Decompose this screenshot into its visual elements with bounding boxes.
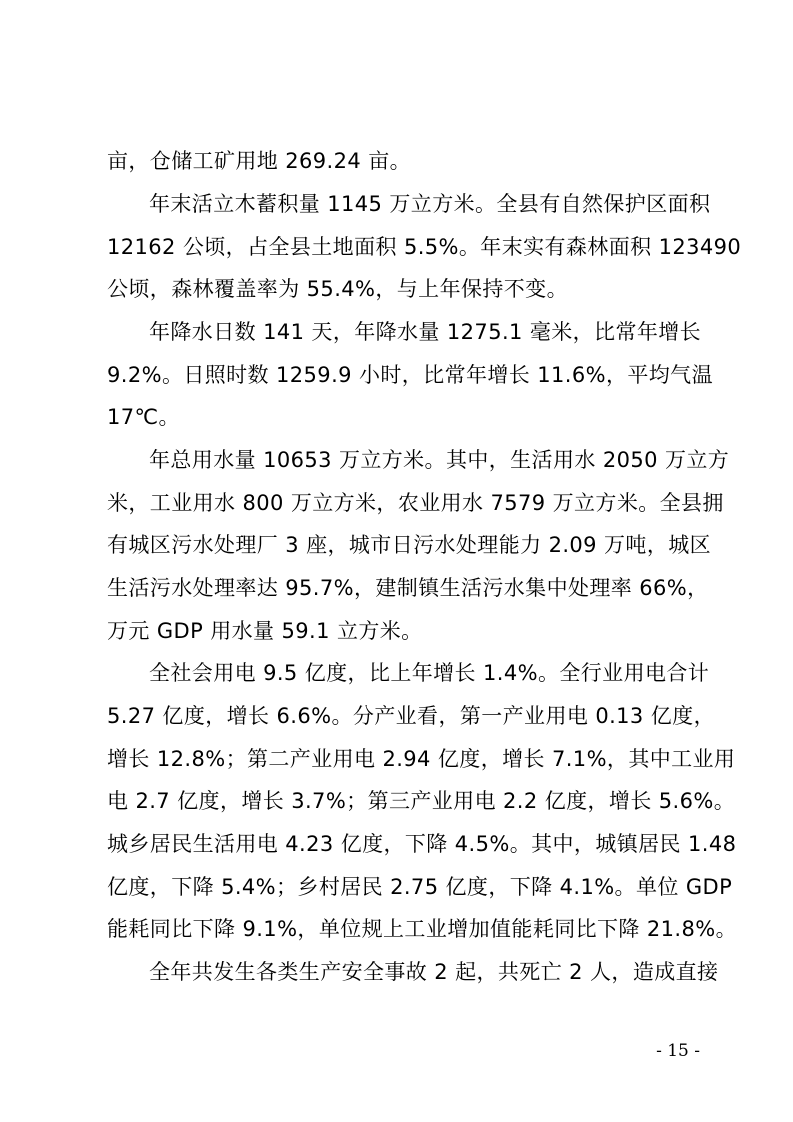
page-number: - 15 - — [656, 1041, 700, 1061]
text-line: 能耗同比下降 9.1%，单位规上工业增加值能耗同比下降 21.8%。 — [107, 917, 738, 941]
text-line: 5.27 亿度，增长 6.6%。分产业看，第一产业用电 0.13 亿度， — [107, 704, 715, 728]
text-line: 电 2.7 亿度，增长 3.7%；第三产业用电 2.2 亿度，增长 5.6%。 — [107, 789, 736, 813]
text-line: 城乡居民生活用电 4.23 亿度，下降 4.5%。其中，城镇居民 1.48 — [107, 832, 737, 856]
paragraph-start-line: 全年共发生各类生产安全事故 2 起，共死亡 2 人，造成直接 — [149, 960, 719, 984]
text-line: 有城区污水处理厂 3 座，城市日污水处理能力 2.09 万吨，城区 — [107, 533, 712, 557]
text-line: 亿度，下降 5.4%；乡村居民 2.75 亿度，下降 4.1%。单位 GDP — [107, 875, 733, 899]
text-line: 增长 12.8%；第二产业用电 2.94 亿度，增长 7.1%，其中工业用 — [107, 747, 736, 771]
text-line: 公顷，森林覆盖率为 55.4%，与上年保持不变。 — [107, 277, 568, 301]
text-line: 米，工业用水 800 万立方米，农业用水 7579 万立方米。全县拥 — [107, 491, 724, 515]
paragraph-start-line: 年末活立木蓄积量 1145 万立方米。全县有自然保护区面积 — [149, 192, 711, 216]
text-line: 万元 GDP 用水量 59.1 立方米。 — [107, 619, 423, 643]
paragraph-start-line: 年总用水量 10653 万立方米。其中，生活用水 2050 万立方 — [149, 448, 730, 472]
paragraph-start-line: 全社会用电 9.5 亿度，比上年增长 1.4%。全行业用电合计 — [149, 661, 710, 685]
text-line: 生活污水处理率达 95.7%，建制镇生活污水集中处理率 66%， — [107, 576, 709, 600]
text-line: 17℃。 — [107, 405, 180, 429]
text-line: 9.2%。日照时数 1259.9 小时，比常年增长 11.6%，平均气温 — [107, 363, 713, 387]
text-line: 亩，仓储工矿用地 269.24 亩。 — [107, 149, 412, 173]
text-line: 12162 公顷，占全县土地面积 5.5%。年末实有森林面积 123490 — [107, 235, 742, 259]
paragraph-start-line: 年降水日数 141 天，年降水量 1275.1 毫米，比常年增长 — [149, 320, 702, 344]
